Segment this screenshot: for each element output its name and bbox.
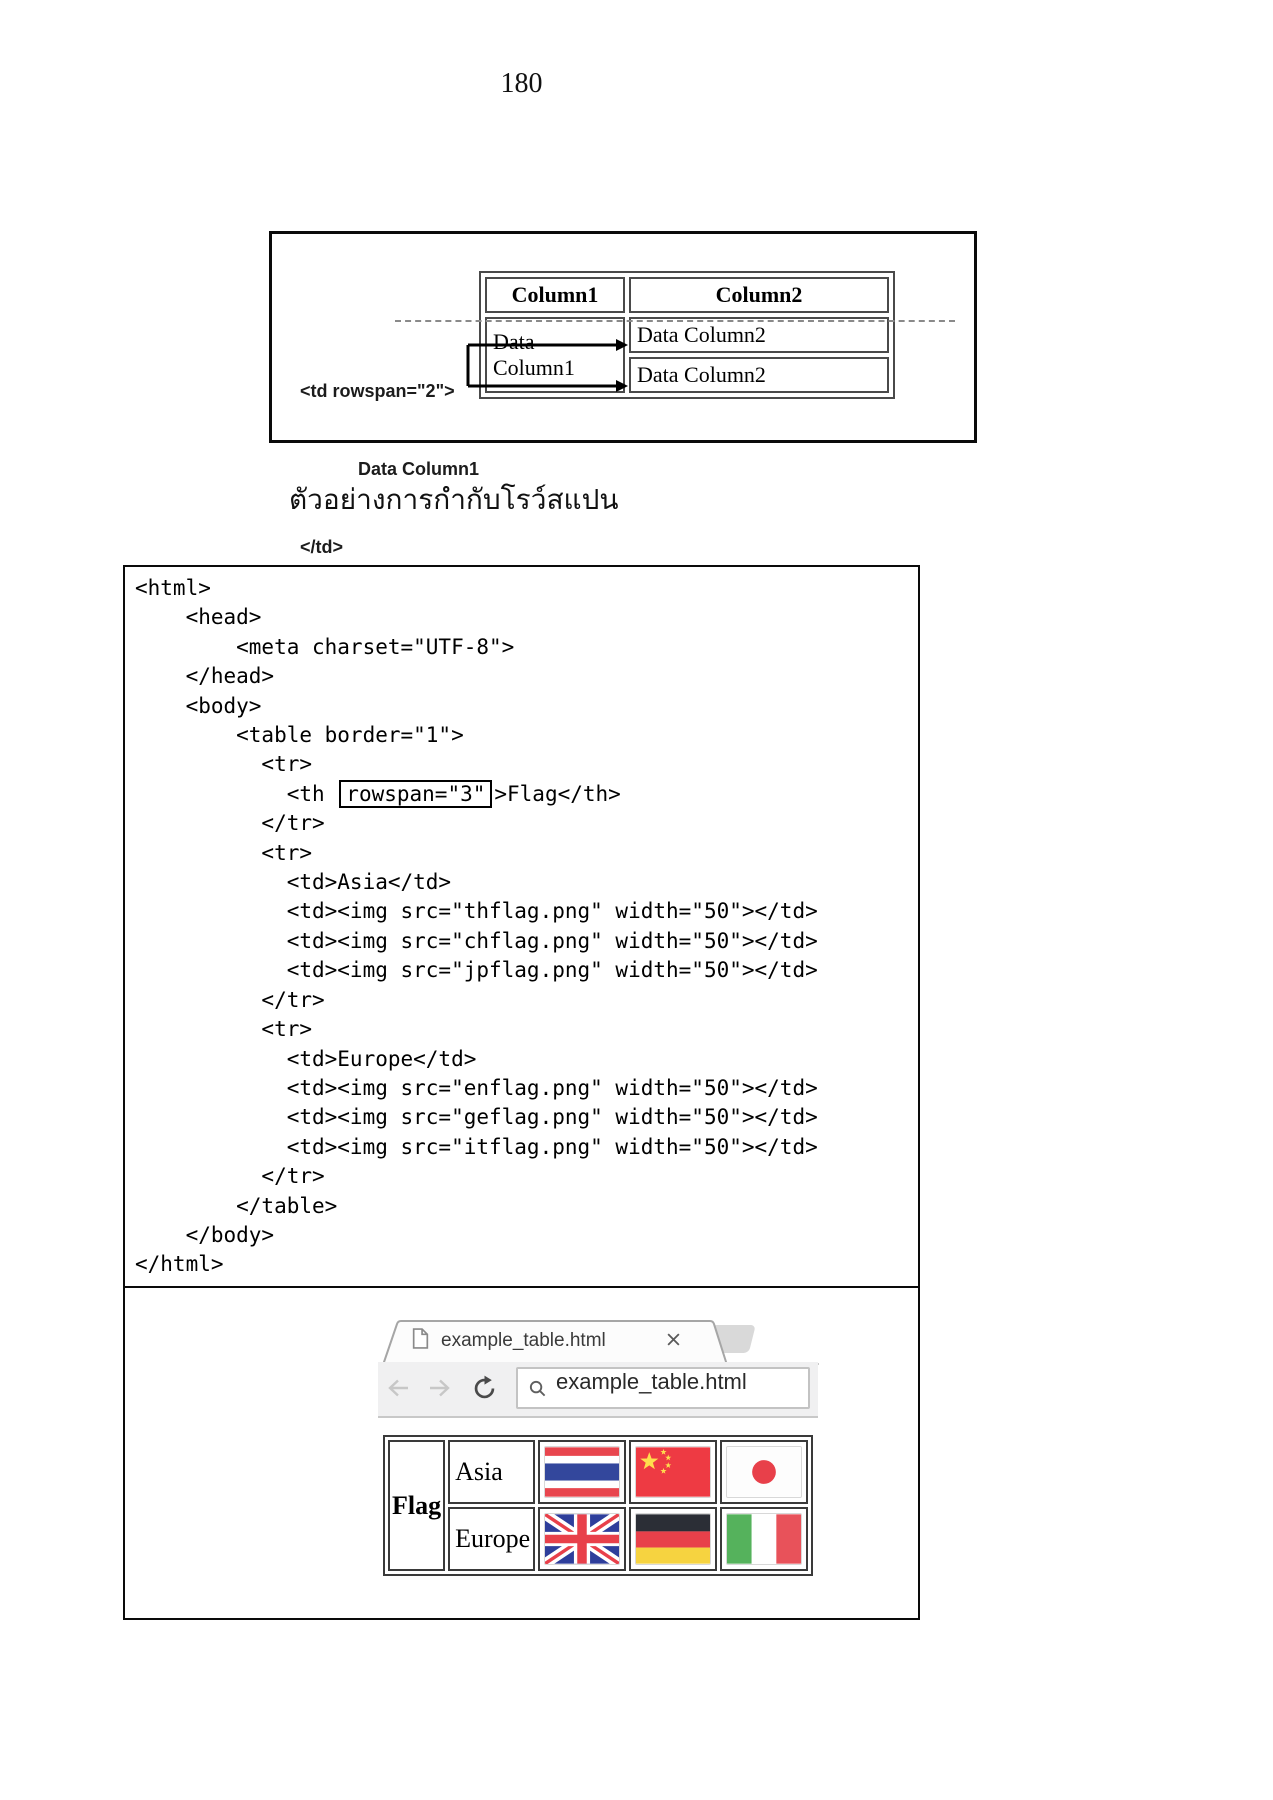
rowspan-highlight-box: rowspan="3"	[339, 780, 492, 808]
japan-flag-image	[720, 1440, 808, 1504]
germany-flag-image	[629, 1507, 717, 1571]
code-line: </tr>	[135, 1164, 325, 1189]
close-icon	[666, 1332, 681, 1347]
thailand-flag-image	[538, 1440, 626, 1504]
code-line: </tr>	[135, 987, 325, 1012]
code-line: </tr>	[135, 811, 325, 836]
code-line: <th rowspan="3" >Flag</th>	[135, 781, 621, 806]
search-icon	[528, 1379, 547, 1398]
diagram-table	[479, 271, 895, 399]
browser-screenshot-panel	[123, 1286, 920, 1620]
code-line: <tr>	[135, 840, 313, 865]
page-number: 180	[500, 68, 543, 99]
url-field	[516, 1367, 810, 1409]
code-line: <html>	[135, 576, 211, 600]
diagram-data-cell: Data Column2	[629, 317, 889, 353]
region-cell-europe: Europe	[448, 1507, 535, 1571]
code-line: <tr>	[135, 1017, 313, 1042]
back-icon	[385, 1375, 413, 1401]
annotation-line: Data Column1	[358, 459, 480, 479]
code-line: <td><img src="thflag.png" width="50"></td>	[135, 899, 818, 924]
table-row	[388, 1507, 808, 1571]
diagram-col1-header: Column1	[485, 277, 625, 313]
table-row	[388, 1440, 808, 1504]
annotation-line: </td>	[300, 537, 344, 557]
code-line: <head>	[135, 605, 262, 630]
code-line: <td><img src="chflag.png" width="50"></td>	[135, 928, 818, 953]
code-block	[123, 565, 920, 1288]
rendered-flags-table	[383, 1435, 813, 1576]
reload-icon	[471, 1375, 498, 1402]
code-line: <td><img src="itflag.png" width="50"></td>	[135, 1134, 818, 1159]
code-line: <td>Asia</td>	[135, 870, 452, 895]
dashed-separator-line	[395, 320, 955, 322]
code-line: <td><img src="geflag.png" width="50"></td>	[135, 1105, 818, 1130]
china-flag-image	[629, 1440, 717, 1504]
code-line: <tr>	[135, 752, 313, 777]
code-line: <table border="1">	[135, 723, 464, 748]
browser-tab-title: example_table.html	[441, 1330, 606, 1351]
diagram-col2-header: Column2	[629, 277, 889, 313]
code-line: <body>	[135, 693, 262, 718]
diagram-rowspan-cell: Data Column1	[485, 317, 625, 393]
code-line: </body>	[135, 1222, 275, 1247]
url-text: example_table.html	[556, 1369, 747, 1394]
code-line: <meta charset="UTF-8">	[135, 634, 515, 659]
forward-icon	[425, 1375, 453, 1401]
page-icon	[412, 1328, 429, 1354]
result-rowspan-header: Flag	[388, 1440, 445, 1571]
code-line: </html>	[135, 1252, 224, 1277]
code-line: <td><img src="jpflag.png" width="50"></td>	[135, 958, 818, 983]
region-cell-asia: Asia	[448, 1440, 535, 1504]
uk-flag-image	[538, 1507, 626, 1571]
code-line: </table>	[135, 1193, 338, 1218]
diagram-data-cell: Data Column2	[629, 357, 889, 393]
code-line: <td>Europe</td>	[135, 1046, 477, 1071]
code-line: </head>	[135, 664, 275, 689]
italy-flag-image	[720, 1507, 808, 1571]
section-caption: ตัวอย่างการกำกับโรว์สแปน	[289, 485, 619, 516]
browser-address-bar	[378, 1362, 818, 1418]
code-line: <td><img src="enflag.png" width="50"></td>	[135, 1075, 818, 1100]
annotation-line: <td rowspan="2">	[300, 381, 455, 401]
